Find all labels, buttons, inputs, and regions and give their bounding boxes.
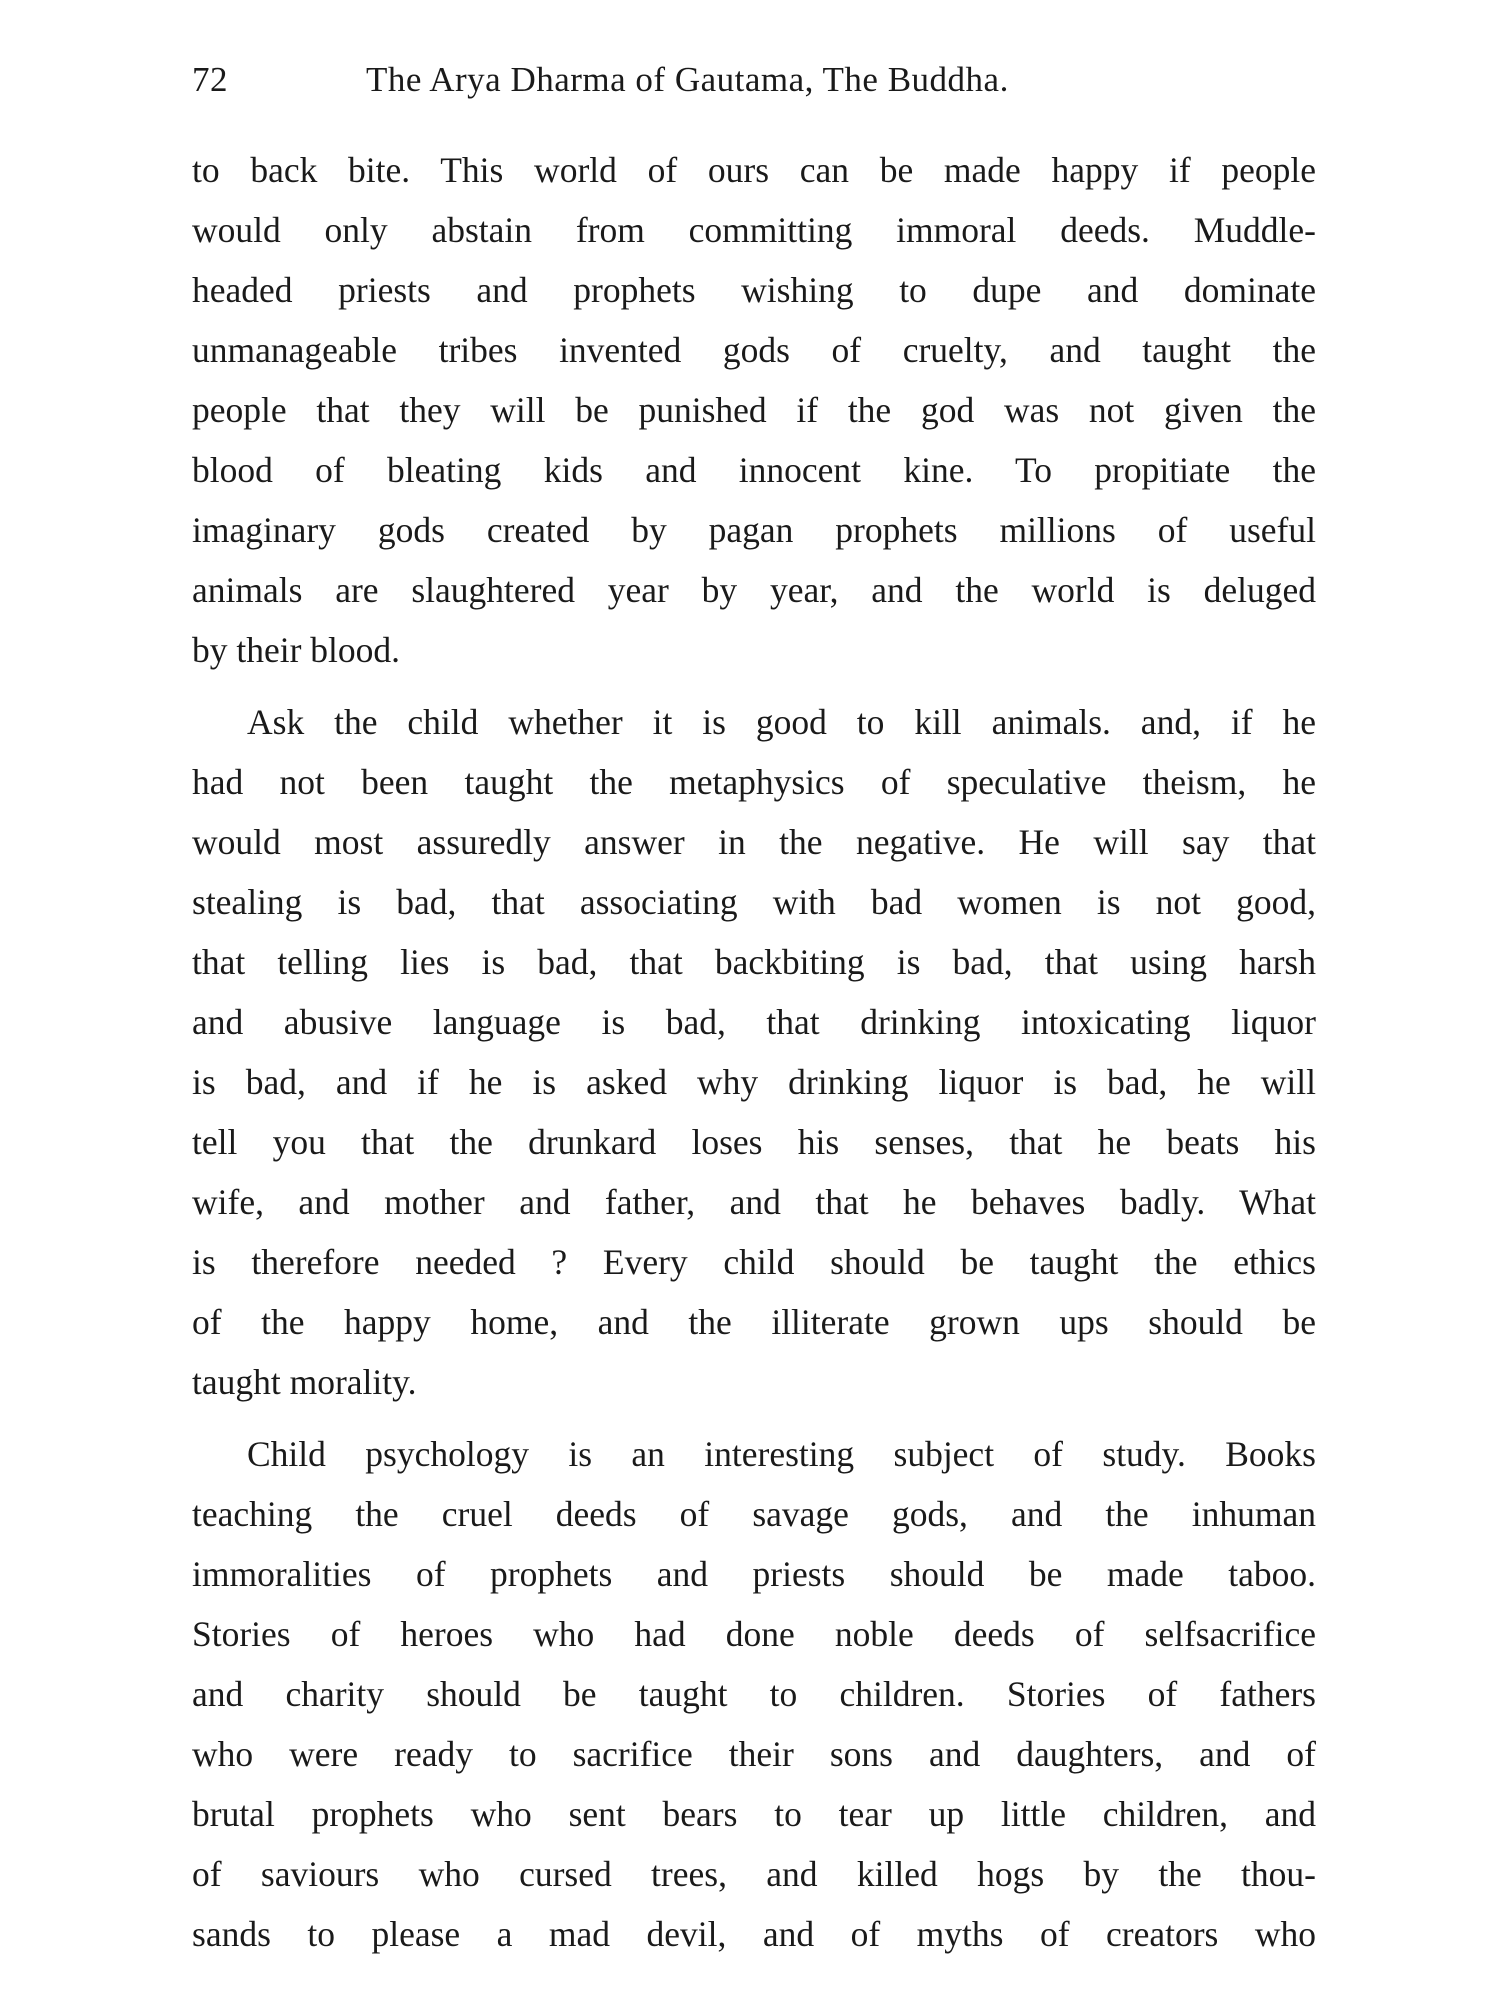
page-number: 72	[192, 60, 228, 99]
text-line: immoralities of prophets and priests should be made taboo.	[192, 1554, 1316, 1594]
text-line: blood of bleating kids and innocent kine. To propitiate the	[192, 450, 1316, 490]
text-line: would only abstain from committing immoral deeds. Muddle-	[192, 210, 1316, 250]
paragraph-1	[192, 140, 1316, 680]
text-line: is bad, and if he is asked why drinking liquor is bad, he will	[192, 1062, 1316, 1102]
text-line: imaginary gods created by pagan prophets millions of useful	[192, 510, 1316, 550]
text-line: Stories of heroes who had done noble deeds of selfsacrifice	[192, 1614, 1316, 1654]
text-line: unmanageable tribes invented gods of cruelty, and taught the	[192, 330, 1316, 370]
text-line: people that they will be punished if the god was not given the	[192, 390, 1316, 430]
text-line: sands to please a mad devil, and of myths of creators who	[192, 1914, 1316, 1954]
paragraph-2	[192, 692, 1316, 1412]
paragraph-spacer	[192, 680, 1316, 692]
running-header	[192, 52, 1312, 112]
text-line: and abusive language is bad, that drinking intoxicating liquor	[192, 1002, 1316, 1042]
text-line: would most assuredly answer in the negative. He will say that	[192, 822, 1316, 862]
text-line: of saviours who cursed trees, and killed hogs by the thou-	[192, 1854, 1316, 1894]
text-line: who were ready to sacrifice their sons and daughters, and of	[192, 1734, 1316, 1774]
text-line: to back bite. This world of ours can be made happy if people	[192, 150, 1316, 190]
text-line: of the happy home, and the illiterate grown ups should be	[192, 1302, 1316, 1342]
text-line: brutal prophets who sent bears to tear up little children, and	[192, 1794, 1316, 1834]
text-line: had not been taught the metaphysics of speculative theism, he	[192, 762, 1316, 802]
running-title: The Arya Dharma of Gautama, The Buddha.	[366, 60, 1009, 99]
text-line: by their blood.	[192, 630, 401, 670]
text-line: Child psychology is an interesting subject of study. Books	[247, 1434, 1316, 1474]
paragraph-spacer	[192, 1412, 1316, 1424]
text-line: stealing is bad, that associating with bad women is not good,	[192, 882, 1316, 922]
text-line: animals are slaughtered year by year, and the world is deluged	[192, 570, 1316, 610]
text-line: is therefore needed ? Every child should be taught the ethics	[192, 1242, 1316, 1282]
text-line: tell you that the drunkard loses his senses, that he beats his	[192, 1122, 1316, 1162]
body-text	[192, 140, 1316, 1964]
text-line: teaching the cruel deeds of savage gods, and the inhuman	[192, 1494, 1316, 1534]
text-line: wife, and mother and father, and that he behaves badly. What	[192, 1182, 1316, 1222]
text-line: headed priests and prophets wishing to dupe and dominate	[192, 270, 1316, 310]
text-line: and charity should be taught to children. Stories of fathers	[192, 1674, 1316, 1714]
text-line: taught morality.	[192, 1362, 417, 1402]
paragraph-3	[192, 1424, 1316, 1964]
text-line: that telling lies is bad, that backbiting is bad, that using harsh	[192, 942, 1316, 982]
text-line: Ask the child whether it is good to kill animals. and, if he	[247, 702, 1316, 742]
